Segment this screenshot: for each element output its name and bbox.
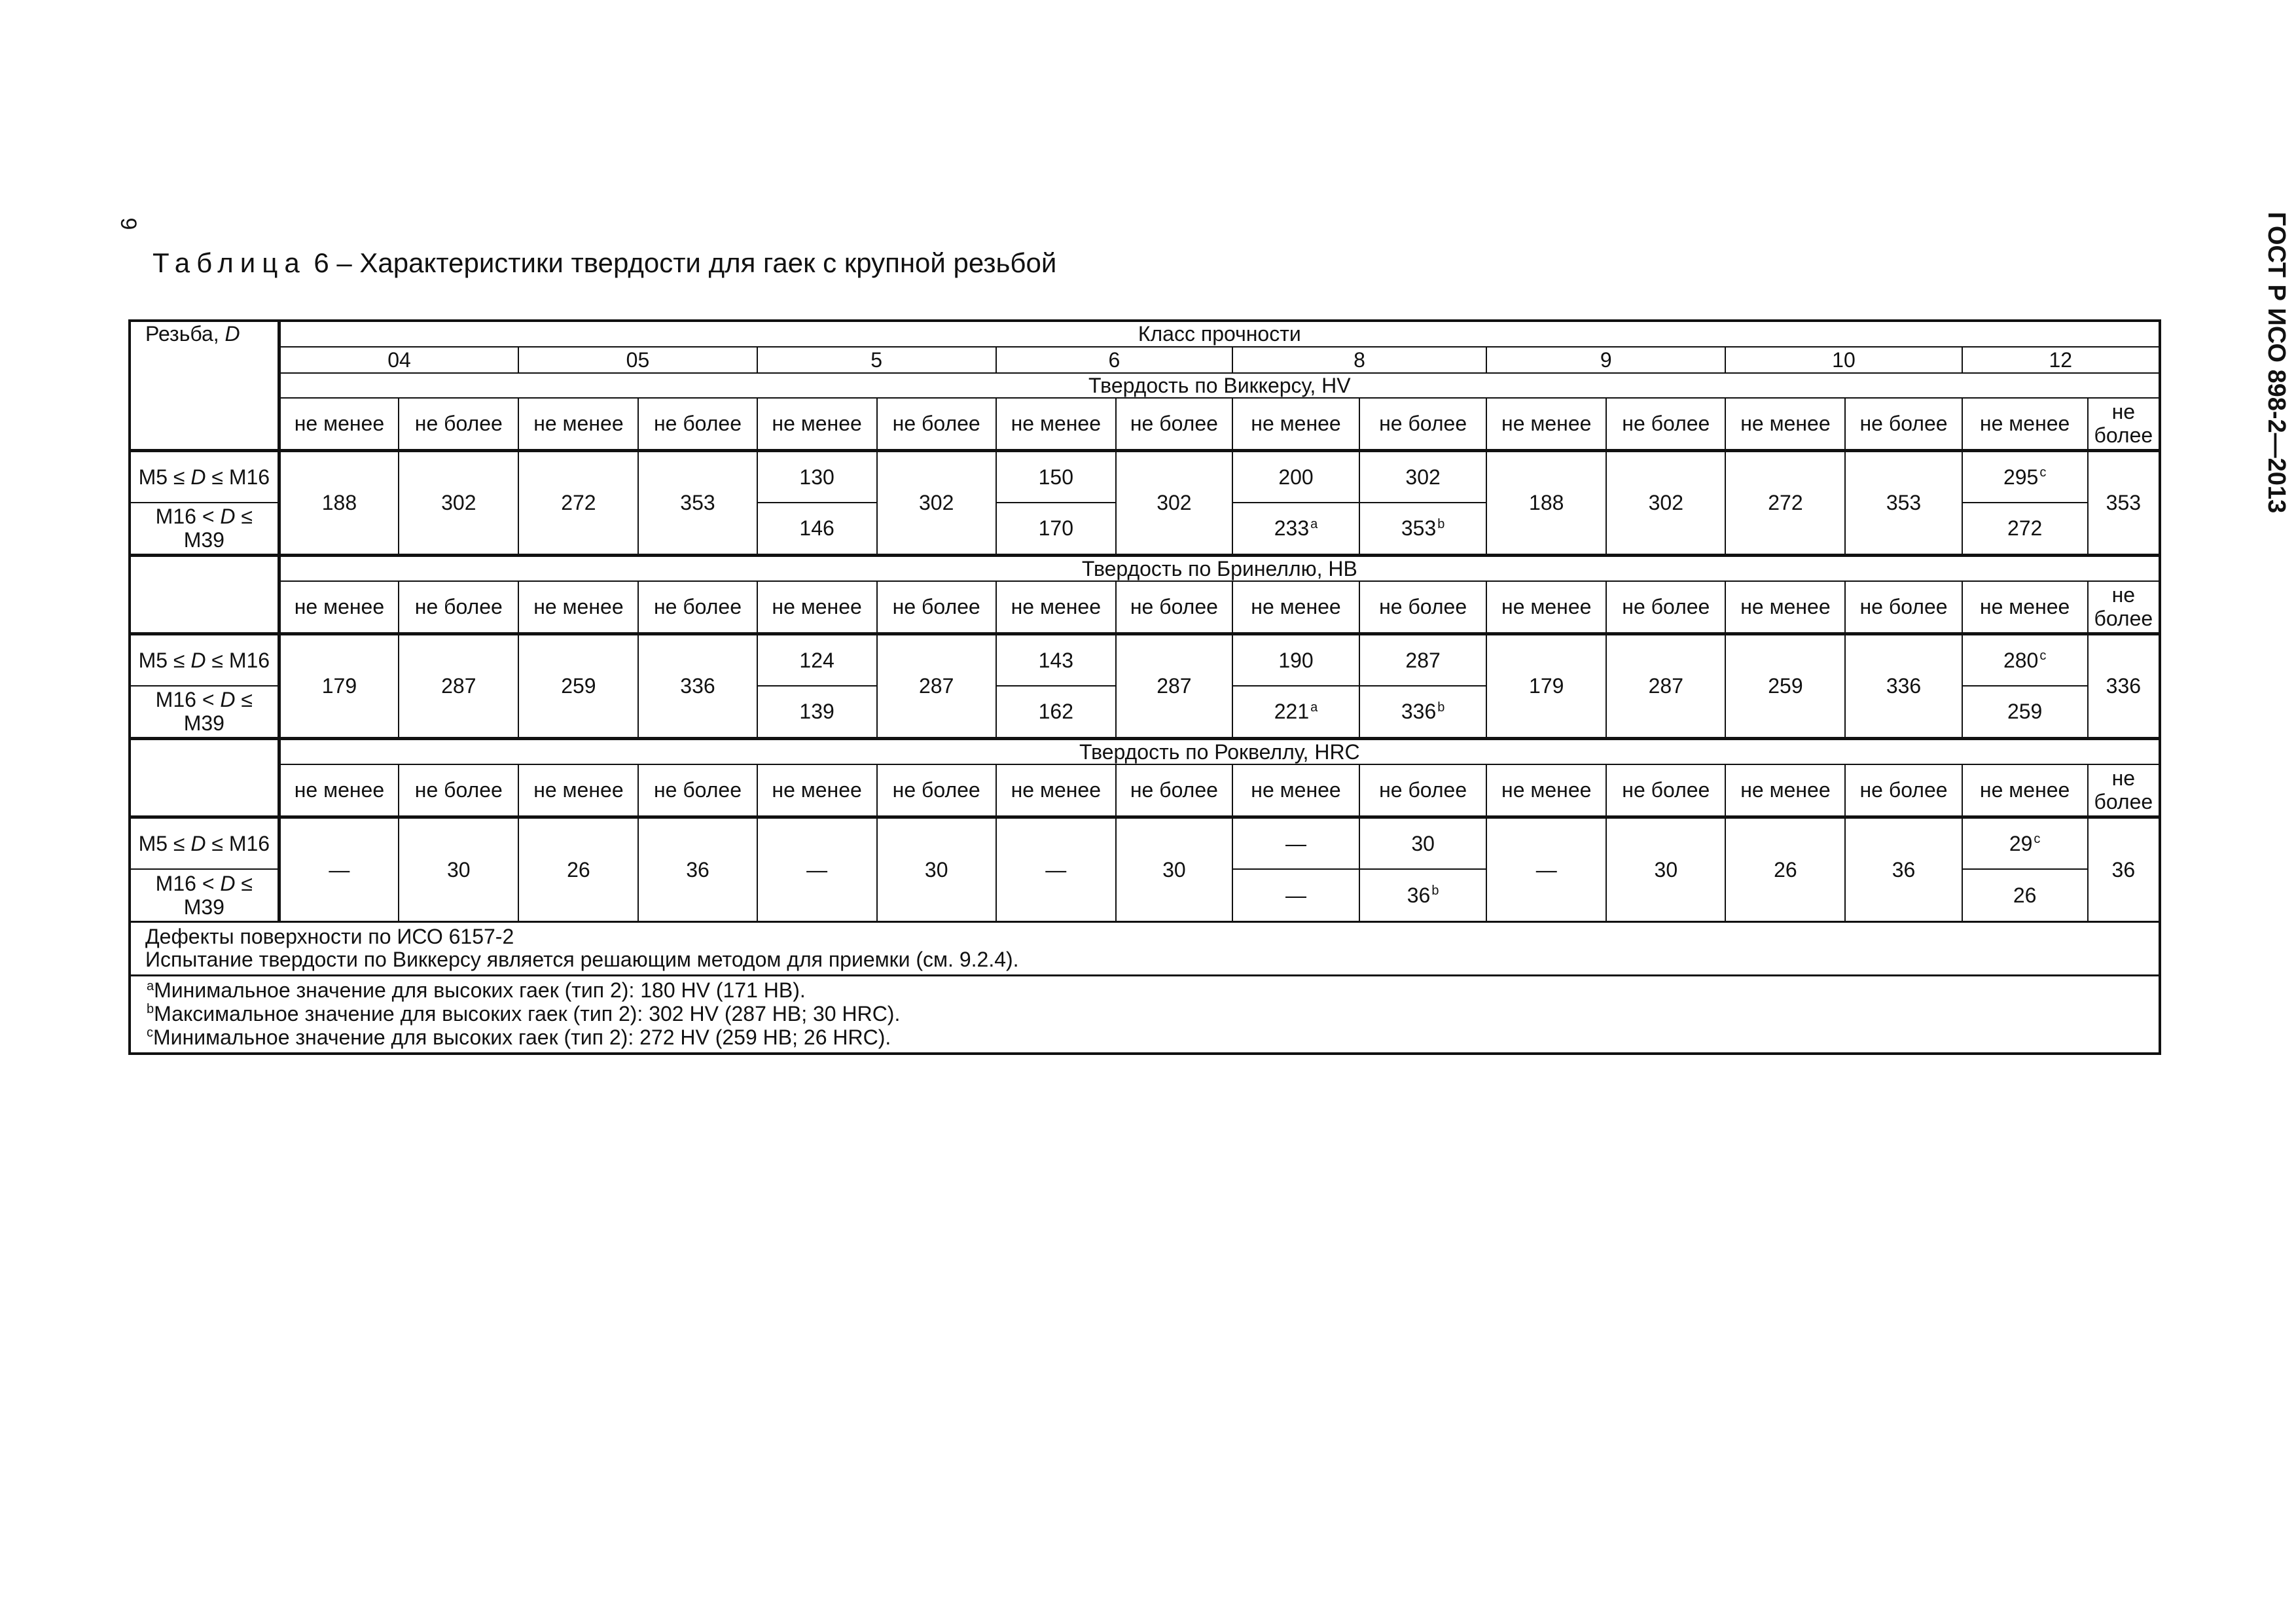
value-cell: 302 [877,450,996,555]
max-header: не более [877,581,996,633]
section-title-vickers: Твердость по Виккерсу, HV [279,373,2160,398]
max-header: не более [638,764,757,817]
rockwell-minmax-row [130,764,2160,817]
value-cell: — [757,817,877,921]
max-header: не более [638,581,757,633]
max-header: не более [1606,581,1725,633]
min-header: не менее [1232,398,1359,450]
value-cell: 287 [399,633,518,738]
min-header: не менее [996,398,1116,450]
class-header-5: 5 [757,347,996,373]
notes-cell [130,921,2160,976]
thread-cell: M5 ≤ D ≤ M16 [130,817,279,869]
thread-cell: M5 ≤ D ≤ M16 [130,450,279,503]
min-header: не менее [757,581,877,633]
class-header-10: 10 [1725,347,1962,373]
max-header: не более [1359,398,1486,450]
value-cell: 221 $^a$ [1232,686,1359,738]
value-cell: 139 [757,686,877,738]
min-header: не менее [757,764,877,817]
footnote-mark-c: c [2039,465,2047,480]
value-cell: 302 [399,450,518,555]
min-header: не менее [279,581,399,633]
value-cell: 295 $^c$ [1962,450,2088,503]
min-header: не менее [1962,398,2088,450]
thread-header [130,321,279,450]
value-cell: 188 [279,450,399,555]
value-cell: 36 [638,817,757,921]
footnote-mark-a: a [1310,516,1318,531]
min-header: не менее [1725,398,1845,450]
value-cell: 259 [1962,686,2088,738]
max-header: не более [638,398,757,450]
class-header-12: 12 [1962,347,2160,373]
thread-cell: M5 ≤ D ≤ M16 [130,633,279,686]
value-cell: 353 [1845,450,1962,555]
section-title-rockwell: Твердость по Роквеллу, HRC [279,738,2160,764]
value-cell: 302 [1359,450,1486,503]
min-header: не менее [1232,581,1359,633]
footnote-mark-b: b [1437,516,1445,531]
value-cell: 179 [1486,633,1606,738]
value-cell: 302 [1116,450,1232,555]
min-header: не менее [518,398,638,450]
value-cell: 336 [1845,633,1962,738]
value-cell: 26 [1725,817,1845,921]
footnote-mark-b: b [1431,883,1439,899]
value-cell: 336 [638,633,757,738]
value-cell: — [1232,869,1359,921]
hardness-table [128,319,2161,1055]
value-cell: 287 [1359,633,1486,686]
max-header: не более [1116,764,1232,817]
max-header: не более [399,764,518,817]
value-cell: 272 [1725,450,1845,555]
value-cell: 287 [1606,633,1725,738]
value-cell: 143 [996,633,1116,686]
min-header: не менее [1725,581,1845,633]
value-cell: 272 [518,450,638,555]
value-cell: 200 [1232,450,1359,503]
max-header: не более [399,398,518,450]
value-cell: 162 [996,686,1116,738]
value-cell: 170 [996,503,1116,555]
table-title-text: Характеристики твердости для гаек с крупной резьбой [359,247,1057,278]
note-line: Дефекты поверхности по ИСО 6157-2 [145,924,514,948]
thread-cell: M16 < D ≤ M39 [130,503,279,555]
footnote-mark-b: b [1437,700,1445,715]
table-title [152,247,1056,279]
max-header: не более [877,398,996,450]
value-cell: 336 $^b$ [1359,686,1486,738]
max-header: не более [1606,398,1725,450]
value-cell: 146 [757,503,877,555]
thread-header-var: D [224,322,240,346]
value-cell: 36 [2088,817,2160,921]
max-header: не более [1359,764,1486,817]
max-header: не более [1845,581,1962,633]
min-header: не менее [1962,581,2088,633]
value-cell: 302 [1606,450,1725,555]
document-id: ГОСТ Р ИСО 898-2—2013 [2263,211,2290,514]
min-header: не менее [1232,764,1359,817]
page-number: 9 [116,217,141,230]
min-header: не менее [757,398,877,450]
value-cell: 272 [1962,503,2088,555]
value-cell: 336 [2088,633,2160,738]
class-header-04: 04 [279,347,518,373]
min-header: не менее [996,764,1116,817]
footnote-c: $^c$Минимальное значение для высоких гаек (тип 2): 272 HV (259 HB; 26 HRC). [147,1025,891,1049]
max-header: не более [1845,398,1962,450]
min-header: не менее [1962,764,2088,817]
max-header: не более [1359,581,1486,633]
value-cell: 36 [1845,817,1962,921]
strength-class-header: Класс прочности [279,321,2160,347]
vickers-minmax-row [130,398,2160,450]
class-header-8: 8 [1232,347,1486,373]
value-cell: 280 $^c$ [1962,633,2088,686]
min-header: не менее [518,764,638,817]
thread-header-label: Резьба, [145,322,225,346]
max-header: не более [1845,764,1962,817]
value-cell: 124 [757,633,877,686]
max-header: не более [877,764,996,817]
footnote-mark-c: c [2034,832,2041,847]
class-header-6: 6 [996,347,1232,373]
value-cell: — [1232,817,1359,869]
thread-cell: M16 < D ≤ M39 [130,869,279,921]
table-title-number: 6 [314,247,329,278]
blank-thread-cell [130,738,279,817]
value-cell: 26 [1962,869,2088,921]
footnote-mark-a: a [1310,700,1318,715]
value-cell: 188 [1486,450,1606,555]
value-cell: 353 [638,450,757,555]
thread-cell: M16 < D ≤ M39 [130,686,279,738]
table-title-dash: – [336,247,352,278]
max-header: не более [1116,581,1232,633]
value-cell: 233 $^a$ [1232,503,1359,555]
max-header: не более [2088,764,2160,817]
footnote-mark-c: c [2039,649,2047,664]
note-line: Испытание твердости по Виккерсу является решающим методом для приемки (см. 9.2.4). [145,948,1019,972]
max-header: не более [2088,581,2160,633]
footnotes-cell [130,976,2160,1054]
min-header: не менее [1486,764,1606,817]
value-cell: 287 [877,633,996,738]
section-title-brinell: Твердость по Бринеллю, HB [279,555,2160,581]
value-cell: 30 [1116,817,1232,921]
max-header: не более [399,581,518,633]
max-header: не более [1606,764,1725,817]
value-cell: 150 [996,450,1116,503]
value-cell: 259 [1725,633,1845,738]
table-title-lead: Таблица [152,247,306,278]
value-cell: 353 [2088,450,2160,555]
min-header: не менее [279,764,399,817]
value-cell: 30 [399,817,518,921]
value-cell: 190 [1232,633,1359,686]
max-header: не более [1116,398,1232,450]
value-cell: 29 $^c$ [1962,817,2088,869]
value-cell: 30 [1359,817,1486,869]
value-cell: 30 [1606,817,1725,921]
min-header: не менее [1725,764,1845,817]
value-cell: 353 $^b$ [1359,503,1486,555]
value-cell: 30 [877,817,996,921]
value-cell: — [996,817,1116,921]
value-cell: 36 $^b$ [1359,869,1486,921]
value-cell: 259 [518,633,638,738]
value-cell: 179 [279,633,399,738]
class-header-05: 05 [518,347,757,373]
blank-thread-cell [130,555,279,633]
value-cell: 26 [518,817,638,921]
min-header: не менее [1486,398,1606,450]
value-cell: 287 [1116,633,1232,738]
min-header: не менее [279,398,399,450]
footnote-b: $^b$Максимальное значение для высоких гаек (тип 2): 302 HV (287 HB; 30 HRC). [147,1002,901,1026]
footnote-a: $^a$Минимальное значение для высоких гаек (тип 2): 180 HV (171 HB). [147,978,806,1003]
min-header: не менее [518,581,638,633]
value-cell: — [279,817,399,921]
min-header: не менее [1486,581,1606,633]
value-cell: 130 [757,450,877,503]
brinell-minmax-row [130,581,2160,633]
class-header-9: 9 [1486,347,1725,373]
max-header: не более [2088,398,2160,450]
min-header: не менее [996,581,1116,633]
value-cell: — [1486,817,1606,921]
